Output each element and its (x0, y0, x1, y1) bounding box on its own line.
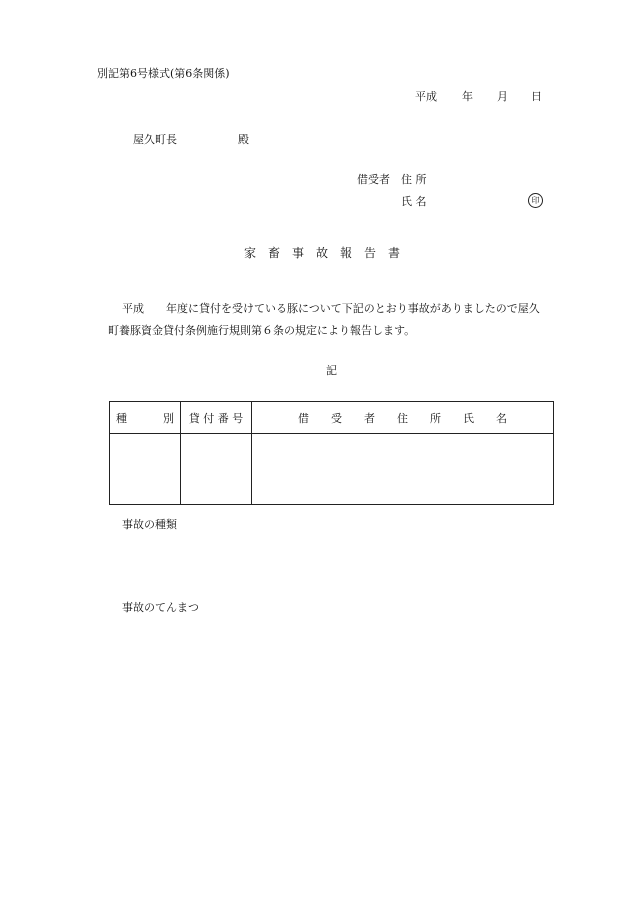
header-borrower-label: 借 受 者 住 所 氏 名 (298, 411, 507, 425)
form-reference: 別記第6号様式(第6条関係) (97, 67, 230, 80)
report-table (109, 401, 554, 505)
document-title: 家 畜 事 故 報 告 書 (244, 246, 401, 260)
accident-type-label: 事故の種類 (122, 518, 177, 531)
statement-line-2: 町養豚資金貸付条例施行規則第６条の規定により報告します。 (108, 324, 416, 337)
borrower-label: 借受者 (357, 173, 390, 186)
statement-line-1: 平成 年度に貸付を受けている豚について下記のとおり事故がありましたので屋久 (122, 302, 540, 315)
report-statement (108, 298, 578, 342)
date-era: 平成 (415, 90, 437, 103)
cell-type[interactable] (110, 434, 181, 505)
addressee-name: 屋久町長 (133, 133, 177, 146)
table-row (110, 434, 554, 505)
date-month-label: 月 (497, 90, 508, 103)
header-borrower (252, 402, 554, 434)
cell-loan-number[interactable] (181, 434, 252, 505)
date-day-label: 日 (531, 90, 542, 103)
ki-heading: 記 (326, 364, 337, 377)
accident-detail-label: 事故のてんまつ (122, 601, 199, 614)
cell-borrower[interactable] (252, 434, 554, 505)
header-loan-number (181, 402, 252, 434)
header-type-left: 種 (116, 411, 127, 425)
header-type-right: 別 (163, 411, 174, 425)
borrower-name-label: 氏 名 (401, 195, 427, 208)
seal-icon: 印 (528, 193, 543, 208)
date-year-label: 年 (462, 90, 473, 103)
table-header-row (110, 402, 554, 434)
header-type (110, 402, 181, 434)
addressee-honorific: 殿 (238, 133, 249, 146)
borrower-address-label: 住 所 (401, 173, 427, 186)
header-loan-number-label: 貸 付 番 号 (188, 411, 244, 425)
